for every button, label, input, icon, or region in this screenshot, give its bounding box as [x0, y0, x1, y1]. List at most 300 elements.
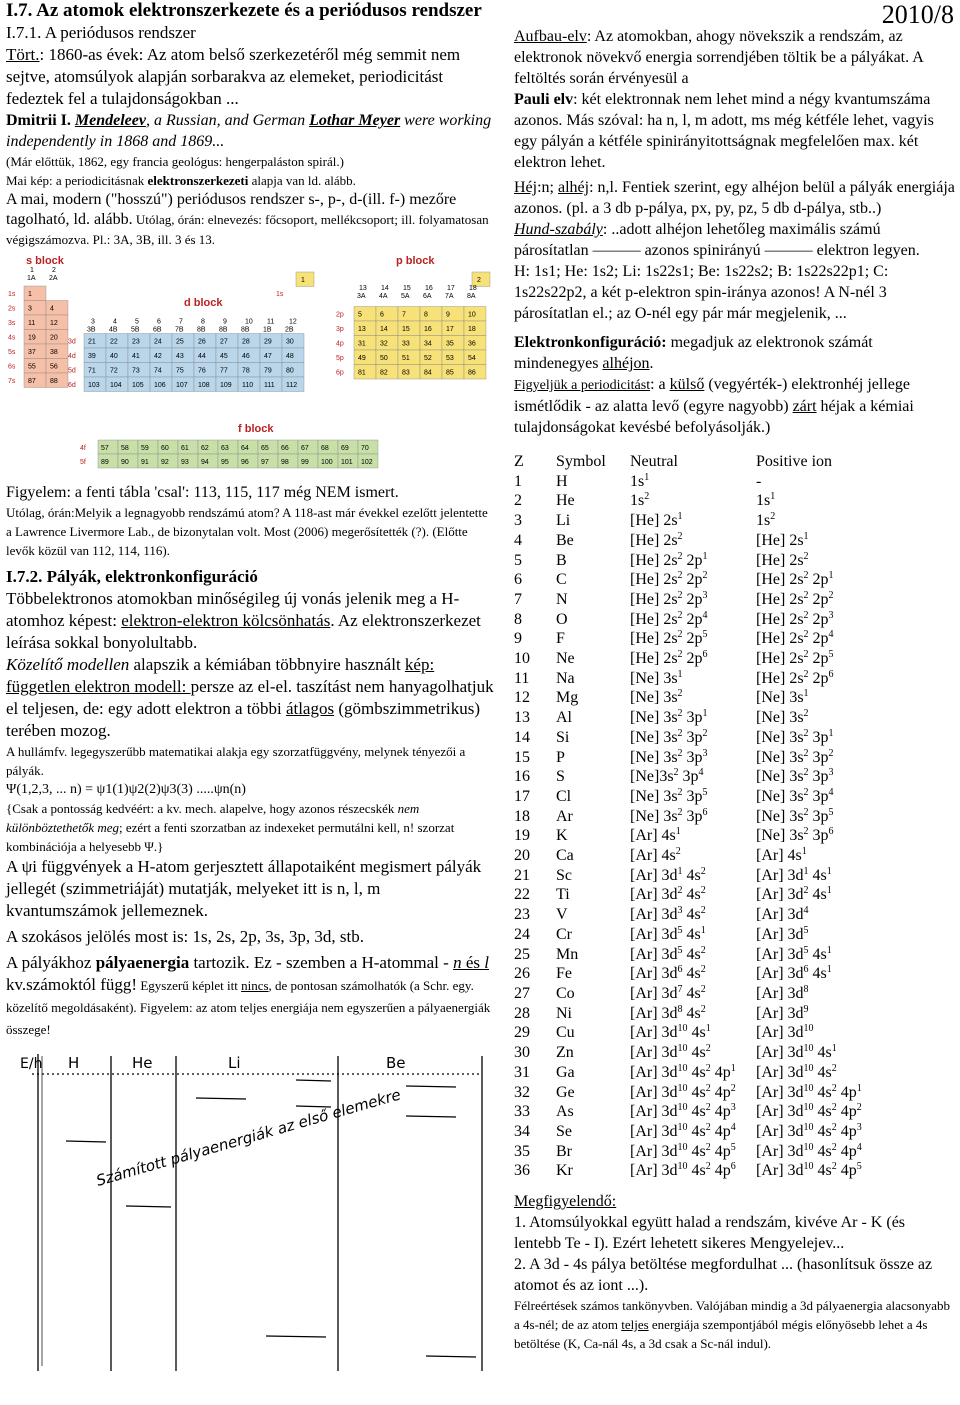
- cell-z: 28: [514, 1004, 530, 1022]
- table-row: [514, 1161, 862, 1181]
- cell-symbol: N: [556, 590, 568, 608]
- f-cell-num: 57: [101, 445, 109, 452]
- s-cell-num: 55: [28, 363, 36, 371]
- psi-paragraph: A ψi függvények a H-atom gerjesztett állapotaiként megismert pályák jellegét (szimmetriáját) mutatják, melyeket itt is n, l, m kvantumszámok jellemeznek.: [6, 857, 482, 920]
- cell-symbol: Li: [556, 512, 571, 530]
- wavefunction-paragraph: A hullámfv. legegyszerűbb matematikai alakja egy szorzatfüggvény, melynek tényezői a pályák.: [6, 744, 466, 778]
- table-row: [514, 531, 862, 551]
- d-group-label: 6B: [153, 326, 162, 334]
- s-group-num: 2: [52, 267, 56, 274]
- cell-neutral: $1s^1$: [630, 471, 650, 490]
- cell-symbol: Mg: [556, 689, 579, 707]
- d-group-label: 8B: [219, 326, 228, 334]
- d-cell-num: 43: [176, 353, 184, 360]
- d-cell-num: 107: [176, 382, 188, 389]
- d-group-num: 12: [289, 318, 297, 326]
- cell-symbol: Cr: [556, 925, 572, 943]
- cell-z: 26: [514, 965, 530, 983]
- p-cell-num: 8: [424, 311, 428, 319]
- d-group-num: 10: [245, 318, 253, 326]
- d-cell-num: 112: [286, 382, 298, 389]
- level-li-3: [266, 1336, 326, 1337]
- cell-z: 24: [514, 925, 530, 943]
- f-cell-num: 68: [321, 445, 329, 452]
- history-paragraph: Tört.: 1860-as évek: Az atom belső szerkezetéről még semmit nem sejtve, atomsúlyok alapján sorbarakva az elemeket, periodicitást fedeztek fel a tulajdonságokban ...: [6, 45, 461, 108]
- d-cell-num: 110: [242, 382, 254, 389]
- cell-symbol: Mn: [556, 945, 579, 963]
- cell-z: 9: [514, 630, 522, 648]
- electron-interaction-paragraph: Többelektronos atomokban minőségileg új vonás jelenik meg a H-atomhoz képest: elektron-elektron kölcsönhatás. Az elektronszerkezet leírása sokkal bonyolultabb.: [6, 589, 481, 652]
- cell-z: 13: [514, 709, 530, 727]
- cell-ion: [Ar] $3d^{10}$ $4s^2$ $4p^3$: [756, 1121, 862, 1140]
- level-he-1: [196, 1098, 246, 1099]
- col-be: Be: [386, 1054, 406, 1072]
- cell-neutral: [Ar] $4s^1$: [630, 826, 681, 845]
- table-row: [514, 826, 862, 846]
- cell-ion: [Ne] $3s^2$ $3p^4$: [756, 786, 834, 805]
- cell-z: 2: [514, 492, 522, 510]
- cell-neutral: [Ar] $3d^5$ $4s^1$: [630, 924, 706, 943]
- d-group-label: 2B: [285, 326, 294, 334]
- col-he: He: [132, 1054, 153, 1072]
- d-cell-num: 42: [154, 353, 162, 360]
- table-row: [514, 1122, 862, 1142]
- p-cell-num: 49: [358, 355, 366, 362]
- f-cell-num: 94: [201, 459, 209, 466]
- d-group-num: 9: [223, 318, 227, 326]
- s-cell-num: 3: [28, 305, 32, 313]
- f-cell-num: 65: [261, 445, 269, 452]
- s-cell-num: 12: [50, 320, 58, 327]
- cell-symbol: Ga: [556, 1063, 575, 1081]
- cell-ion: [He] $2s^2$ $2p^5$: [756, 649, 834, 668]
- cell-symbol: P: [556, 748, 565, 766]
- cell-ion: $1s^1$: [756, 491, 776, 510]
- cell-z: 35: [514, 1142, 530, 1160]
- p-cell-num: 31: [358, 340, 366, 348]
- d-cell-num: 46: [242, 353, 250, 360]
- f-cell-num: 64: [241, 445, 249, 452]
- cell-ion: [Ar] $3d^5$ $4s^1$: [756, 944, 832, 963]
- afterwards-paragraph: Utólag, órán:Melyik a legnagyobb rendszámú atom? A 118-ast már évekkel ezelőtt jelentette a Lawrence Livermore Lab., de bizonytalan volt. Most (2006) megerősítették (?). (Előtte levők közül van 112, 114, 116).: [6, 505, 488, 558]
- note-modern-view: Mai kép: a periodicitásnak elektronszerkezeti alapja van ld. alább.: [6, 173, 356, 188]
- cell-ion: [Ne] $3s^1$: [756, 688, 809, 707]
- p-cell-num: 86: [468, 369, 476, 377]
- orbital-energy-paragraph: A pályákhoz pályaenergia tartozik. Ez - szemben a H-atommal - n és l kv.számoktól függ! Egyszerű képlet itt nincs, de pontosan számolhatók (a Schr. egy. közelítő megoldásaként). Figyelem: az atom teljes energiája nem egyszerűen a pályaenergiák összege!: [6, 953, 491, 1037]
- header-z: Z: [514, 453, 524, 470]
- cell-neutral: [Ne] $3s^2$ $3p^5$: [630, 786, 708, 805]
- cell-neutral: [Ar] $3d^7$ $4s^2$: [630, 983, 706, 1002]
- d-row-label: 3d: [68, 338, 76, 346]
- s-cell-num: 87: [28, 378, 36, 385]
- d-cell-num: 44: [198, 353, 206, 360]
- modern-table-paragraph: A mai, modern ("hosszú") periódusos rendszer s-, p-, d-(ill. f-) mezőre tagolható, ld. alább. Utólag, órán: elnevezés: főcsoport, mellékcsoport; ill. folyamatosan végigszámozva. Pl.: 3A, 3B, ill. 3 és 13.: [6, 191, 489, 247]
- p-cell-num: 84: [424, 369, 432, 377]
- table-row: [514, 688, 862, 708]
- p-group-num: 13: [359, 285, 367, 292]
- table-row: [514, 1004, 862, 1024]
- periodic-table-image: [6, 254, 492, 474]
- observations-title: Megfigyelendő:: [514, 1193, 617, 1211]
- cell-symbol: Ne: [556, 650, 575, 668]
- d-cell-num: 73: [132, 367, 140, 375]
- table-row: [514, 649, 862, 669]
- cell-symbol: B: [556, 551, 567, 569]
- d-cell-num: 105: [132, 382, 144, 389]
- f-cell-num: 58: [121, 445, 129, 452]
- row-label-1s: 1s: [276, 291, 284, 298]
- level-li-1: [296, 1080, 331, 1081]
- cell-ion: [He] $2s^2$: [756, 550, 809, 569]
- cell-ion: [Ne] $3s^2$ $3p^2$: [756, 747, 834, 766]
- shell-paragraph: Héj:n; alhéj: n,l. Fentiek szerint, egy alhéjon belül a pályák energiája azonos. (pl. a 3 db p-pálya, px, py, pz, 5 db d-pálya, stb..): [514, 179, 955, 217]
- cell-symbol: Br: [556, 1142, 572, 1160]
- header-positive-ion: Positive ion: [756, 453, 833, 470]
- he-cell-num: 1: [301, 277, 305, 284]
- pauli-paragraph: Pauli elv: két elektronnak nem lehet mind a négy kvantumszáma azonos. Más szóval: ha n, l, m adott, ms még kétféle lehet, vagyis egy pályán a kétféle spinirányitottságnak megfelelően max. két elektron lehet.: [514, 91, 934, 171]
- s-group-label: 1A: [27, 275, 36, 282]
- d-cell-num: 111: [264, 382, 275, 389]
- cell-ion: [He] $2s^1$: [756, 530, 809, 549]
- level-h: [66, 1141, 106, 1142]
- row-label: 7s: [8, 378, 16, 385]
- f-row-label: 5f: [80, 459, 86, 466]
- s-cell-num: 1: [28, 291, 32, 298]
- p-cell-num: 33: [402, 340, 410, 348]
- cell-ion: [Ar] $3d^{10}$ $4s^2$ $4p^4$: [756, 1141, 862, 1160]
- cell-neutral: [Ar] $3d^{10}$ $4s^2$: [630, 1043, 711, 1062]
- cell-symbol: K: [556, 827, 568, 845]
- p-group-label: 4A: [379, 293, 388, 300]
- f-cell-num: 101: [341, 459, 353, 466]
- cell-ion: [Ne] $3s^2$ $3p^5$: [756, 806, 834, 825]
- d-cell-num: 26: [198, 338, 206, 346]
- f-cell-num: 62: [201, 445, 209, 452]
- header-neutral: Neutral: [630, 453, 678, 470]
- level-be-1: [406, 1086, 456, 1087]
- p-group-num: 16: [425, 285, 433, 292]
- f-cell-num: 95: [221, 459, 229, 466]
- cell-symbol: Co: [556, 984, 575, 1002]
- table-row: [514, 511, 862, 531]
- f-cell-num: 93: [181, 459, 189, 466]
- p-cell-num: 16: [424, 326, 432, 333]
- p-cell-num: 81: [358, 369, 366, 377]
- table-row: [514, 846, 862, 866]
- page-number: 2010/8: [881, 0, 954, 29]
- d-group-label: 3B: [87, 326, 96, 334]
- cell-z: 20: [514, 847, 530, 865]
- cell-symbol: Be: [556, 531, 574, 549]
- table-row: [514, 590, 862, 610]
- p-row-label: 5p: [336, 355, 344, 362]
- cell-neutral: [Ar] $3d^1$ $4s^2$: [630, 865, 706, 884]
- electron-config-paragraph: Elektronkonfiguráció: megadjuk az elektronok számát mindenegyes alhéjon.: [514, 334, 873, 372]
- table-row: [514, 728, 862, 748]
- p-cell-num: 13: [358, 326, 366, 333]
- s-cell-num: 56: [50, 363, 58, 371]
- cell-neutral: [Ar] $3d^6$ $4s^2$: [630, 964, 706, 983]
- s-cell-num: 11: [28, 320, 36, 327]
- periodicity-paragraph: Figyeljük a periodicitást: a külső (vegyérték-) elektronhéj jellege ismétlődik - az alatta levő (egyre nagyobb) zárt héjak a kémiai tulajdonságokat kevésbé befolyásolják.): [514, 376, 914, 436]
- energy-diagram-svg: [6, 1046, 486, 1376]
- d-row-label: 6d: [68, 382, 76, 389]
- f-cell-num: 63: [221, 445, 229, 452]
- table-row: [514, 885, 862, 905]
- cell-symbol: Ar: [556, 807, 573, 825]
- p-group-num: 17: [447, 285, 455, 292]
- cell-z: 7: [514, 590, 522, 608]
- d-group-label: 4B: [109, 326, 118, 334]
- d-group-label: 8B: [197, 326, 206, 334]
- d-cell-num: 106: [154, 382, 166, 389]
- d-group-num: 4: [113, 318, 117, 326]
- p-cell-num: 9: [446, 311, 450, 319]
- d-group-num: 6: [157, 318, 161, 326]
- table-row: [514, 472, 862, 492]
- cell-neutral: [Ne] $3s^2$ $3p^3$: [630, 747, 708, 766]
- f-row-label: 4f: [80, 445, 86, 452]
- d-cell-num: 78: [242, 367, 250, 375]
- cell-symbol: Ca: [556, 847, 574, 865]
- d-cell-num: 45: [220, 353, 228, 360]
- d-cell-num: 21: [88, 338, 96, 346]
- cell-ion: [Ar] $3d^1$ $4s^1$: [756, 865, 832, 884]
- cell-neutral: [Ne] $3s^2$ $3p^6$: [630, 806, 708, 825]
- f-cell-num: 69: [341, 445, 349, 452]
- p-cell-num: 50: [380, 355, 388, 362]
- cell-symbol: As: [556, 1103, 574, 1121]
- cell-ion: [He] $2s^2$ $2p^6$: [756, 668, 834, 687]
- p-cell-num: 82: [380, 369, 388, 377]
- p-cell-num: 32: [380, 340, 388, 348]
- f-cell-num: 92: [161, 459, 169, 466]
- row-label: 5s: [8, 349, 16, 356]
- d-cell-num: 77: [220, 367, 228, 375]
- cell-ion: [Ar] $3d^9$: [756, 1003, 809, 1022]
- cell-ion: [Ar] $3d^{10}$ $4s^1$: [756, 1043, 837, 1062]
- cell-z: 36: [514, 1162, 530, 1180]
- cell-ion: [Ar] $3d^{10}$ $4s^2$ $4p^5$: [756, 1161, 862, 1180]
- table-row: [514, 669, 862, 689]
- p-cell-num: 52: [424, 355, 432, 362]
- cell-ion: [Ar] $3d^{10}$ $4s^2$ $4p^1$: [756, 1082, 862, 1101]
- row-label: 4s: [8, 334, 16, 342]
- p-cell-num: 83: [402, 369, 410, 377]
- p-cell-num: 85: [446, 369, 454, 377]
- p-group-label: 5A: [401, 293, 410, 300]
- cell-neutral: [Ar] $3d^{10}$ $4s^2$ $4p^2$: [630, 1082, 736, 1101]
- cell-symbol: F: [556, 630, 565, 648]
- product-formula: Ψ(1,2,3, ... n) = ψ1(1)ψ2(2)ψ3(3) .....ψn(n): [6, 782, 246, 797]
- cell-z: 27: [514, 984, 530, 1002]
- f-cell-num: 67: [301, 445, 309, 452]
- level-be-3: [426, 1356, 476, 1357]
- d-cell-num: 27: [220, 338, 228, 346]
- f-cell-num: 90: [121, 459, 129, 466]
- table-row: [514, 1023, 862, 1043]
- p-cell-num: 51: [402, 355, 410, 362]
- table-row: [514, 925, 862, 945]
- cell-z: 32: [514, 1083, 530, 1101]
- p-group-num: 18: [469, 285, 477, 292]
- periodic-table-svg: [6, 254, 492, 476]
- right-column: [514, 0, 956, 1353]
- cell-z: 3: [514, 512, 522, 530]
- cell-z: 25: [514, 945, 530, 963]
- p-cell-num: 54: [468, 355, 476, 362]
- table-body: [514, 472, 862, 1181]
- d-group-num: 3: [91, 318, 95, 326]
- f-cell-num: 98: [281, 459, 289, 466]
- table-row: [514, 1063, 862, 1083]
- cell-symbol: Na: [556, 669, 575, 687]
- d-cell-num: 108: [198, 382, 210, 389]
- f-cell-num: 99: [301, 459, 309, 466]
- electron-config-table: [514, 452, 862, 1181]
- cell-symbol: S: [556, 768, 565, 786]
- cell-neutral: [He] $2s^2$ $2p^6$: [630, 649, 708, 668]
- table-row: [514, 748, 862, 768]
- cell-z: 14: [514, 728, 530, 746]
- cell-neutral: [He] $2s^2$: [630, 530, 683, 549]
- cell-symbol: Cl: [556, 787, 572, 805]
- d-group-label: 8B: [241, 326, 250, 334]
- level-be-2: [406, 1116, 456, 1117]
- d-group-label: 7B: [175, 326, 184, 334]
- p-cell-num: 53: [446, 355, 454, 362]
- permutation-paragraph: {Csak a pontosság kedvéért: a kv. mech. alapelve, hogy azonos részecskék nem különböztethetők meg; ezért a fenti szorzatban az indexeket permutálni kell, n! szorzat kombinációja a helyesebb Ψ.}: [6, 801, 455, 854]
- d-group-label: 1B: [263, 326, 272, 334]
- cell-z: 22: [514, 886, 530, 904]
- cell-neutral: $[Ne]3s^2$ $3p^4$: [630, 767, 704, 786]
- table-row: [514, 1102, 862, 1122]
- p-group-num: 15: [403, 285, 411, 292]
- cell-ion: [Ar] $3d^{10}$: [756, 1023, 814, 1042]
- cell-ion: [Ar] $3d^2$ $4s^1$: [756, 885, 832, 904]
- table-row: [514, 905, 862, 925]
- cell-symbol: He: [556, 492, 575, 510]
- p-cell-num: 15: [402, 326, 410, 333]
- cell-neutral: $1s^2$: [630, 491, 650, 510]
- s-cell-num: 38: [50, 349, 58, 356]
- f-cell-num: 89: [101, 459, 109, 466]
- cell-symbol: Se: [556, 1122, 572, 1140]
- s-cell-num: 20: [50, 334, 58, 342]
- d-cell-num: 48: [286, 353, 294, 360]
- col-li: Li: [228, 1054, 241, 1072]
- d-cell-num: 23: [132, 338, 140, 346]
- cell-neutral: [Ar] $3d^3$ $4s^2$: [630, 905, 706, 924]
- p-group-label: 3A: [357, 293, 366, 300]
- table-row: [514, 551, 862, 571]
- label-p-block: p block: [396, 255, 435, 267]
- cell-neutral: [He] $2s^2$ $2p^1$: [630, 550, 708, 569]
- cell-z: 6: [514, 571, 522, 589]
- cell-neutral: [He] $2s^2$ $2p^5$: [630, 629, 708, 648]
- p-cell-num: 6: [380, 311, 384, 319]
- table-row: [514, 629, 862, 649]
- cell-z: 12: [514, 689, 530, 707]
- d-cell-num: 74: [154, 367, 162, 375]
- cell-neutral: [Ar] $3d^{10}$ $4s^2$ $4p^6$: [630, 1161, 736, 1180]
- cell-ion: [Ne] $3s^2$ $3p^3$: [756, 767, 834, 786]
- d-cell-num: 29: [264, 338, 272, 346]
- cell-z: 1: [514, 472, 522, 490]
- d-cell-num: 30: [286, 338, 294, 346]
- cell-ion: [He] $2s^2$ $2p^1$: [756, 570, 834, 589]
- f-cell-num: 91: [141, 459, 149, 466]
- cell-neutral: [Ne] $3s^1$: [630, 668, 683, 687]
- d-group-label: 5B: [131, 326, 140, 334]
- cell-neutral: [Ne] $3s^2$: [630, 688, 683, 707]
- row-label: 1s: [8, 291, 16, 298]
- hund-paragraph: Hund-szabály: ..adott alhéjon lehetőleg maximális számú párosítatlan ——— azonos spinirányú ——— elektron legyen.: [514, 221, 920, 259]
- d-cell-num: 25: [176, 338, 184, 346]
- d-cell-num: 79: [264, 367, 272, 375]
- observation-1: 1. Atomsúlyokkal együtt halad a rendszám, kivéve Ar - K (és lentebb Te - I). Ezért lehetett sikeres Mengyelejev...: [514, 1214, 906, 1253]
- d-group-num: 7: [179, 318, 183, 326]
- section-title-orbitals: I.7.2. Pályák, elektronkonfiguráció: [6, 567, 258, 586]
- cell-z: 29: [514, 1024, 530, 1042]
- cell-symbol: O: [556, 610, 568, 628]
- d-cell-num: 72: [110, 367, 118, 375]
- cell-neutral: [Ar] $3d^{10}$ $4s^2$ $4p^4$: [630, 1121, 736, 1140]
- cell-ion: [Ar] $3d^6$ $4s^1$: [756, 964, 832, 983]
- f-cell-num: 70: [361, 445, 369, 452]
- cell-z: 16: [514, 768, 530, 786]
- he-num: 2: [477, 277, 481, 284]
- s-group-label: 2A: [49, 275, 58, 282]
- table-row: [514, 570, 862, 590]
- label-d-block: d block: [184, 297, 223, 309]
- section-title: I.7.1. A periódusos rendszer: [6, 23, 196, 42]
- cell-ion: -: [756, 472, 762, 490]
- model-paragraph: Közelítő modellen alapszik a kémiában többnyire használt kép: független elektron modell: persze az el-el. taszítást nem hanyagolhatjuk el teljesen, de: egy adott elektron a többi átlagos (gömbszimmetrikus) terében mozog.: [6, 655, 494, 740]
- p-cell-num: 36: [468, 340, 476, 348]
- d-cell-num: 47: [264, 353, 272, 360]
- p-group-label: 8A: [467, 293, 476, 300]
- d-cell-num: 22: [110, 338, 118, 346]
- cell-z: 18: [514, 807, 530, 825]
- table-row: [514, 964, 862, 984]
- row-label: 3s: [8, 320, 16, 327]
- table-row: [514, 787, 862, 807]
- cell-z: 10: [514, 650, 530, 668]
- f-cell-num: 66: [281, 445, 289, 452]
- cell-symbol: H: [556, 472, 568, 490]
- d-cell-num: 109: [220, 382, 232, 389]
- f-cell-num: 100: [321, 459, 333, 466]
- cell-ion: [Ar] $4s^1$: [756, 846, 807, 865]
- cell-z: 11: [514, 669, 530, 687]
- cell-z: 15: [514, 748, 530, 766]
- warning-paragraph: Figyelem: a fenti tábla 'csal': 113, 115, 117 még NEM ismert.: [6, 484, 399, 501]
- p-row-label: 3p: [336, 326, 344, 333]
- s-cell-num: 88: [50, 378, 58, 385]
- observation-3: Félreértések számos tankönyvben. Valójában mindig a 3d pályaenergia alacsonyabb a 4s-nél; de az atom teljes energiája szempontjából mégis előnyösebb lehet a 4s betöltése (K, Ca-nál 4s, a 3d csak a Sc-nál indul).: [514, 1298, 950, 1352]
- d-cell-num: 40: [110, 353, 118, 360]
- cell-ion: [Ar] $3d^8$: [756, 983, 809, 1002]
- col-h: H: [68, 1054, 80, 1072]
- cell-neutral: [Ar] $3d^{10}$ $4s^2$ $4p^1$: [630, 1062, 736, 1081]
- p-cell-num: 35: [446, 340, 454, 348]
- cell-neutral: [Ar] $3d^2$ $4s^2$: [630, 885, 706, 904]
- cell-z: 5: [514, 551, 522, 569]
- cell-ion: [He] $2s^2$ $2p^3$: [756, 609, 834, 628]
- table-row: [514, 1083, 862, 1103]
- he-cell: [296, 272, 314, 287]
